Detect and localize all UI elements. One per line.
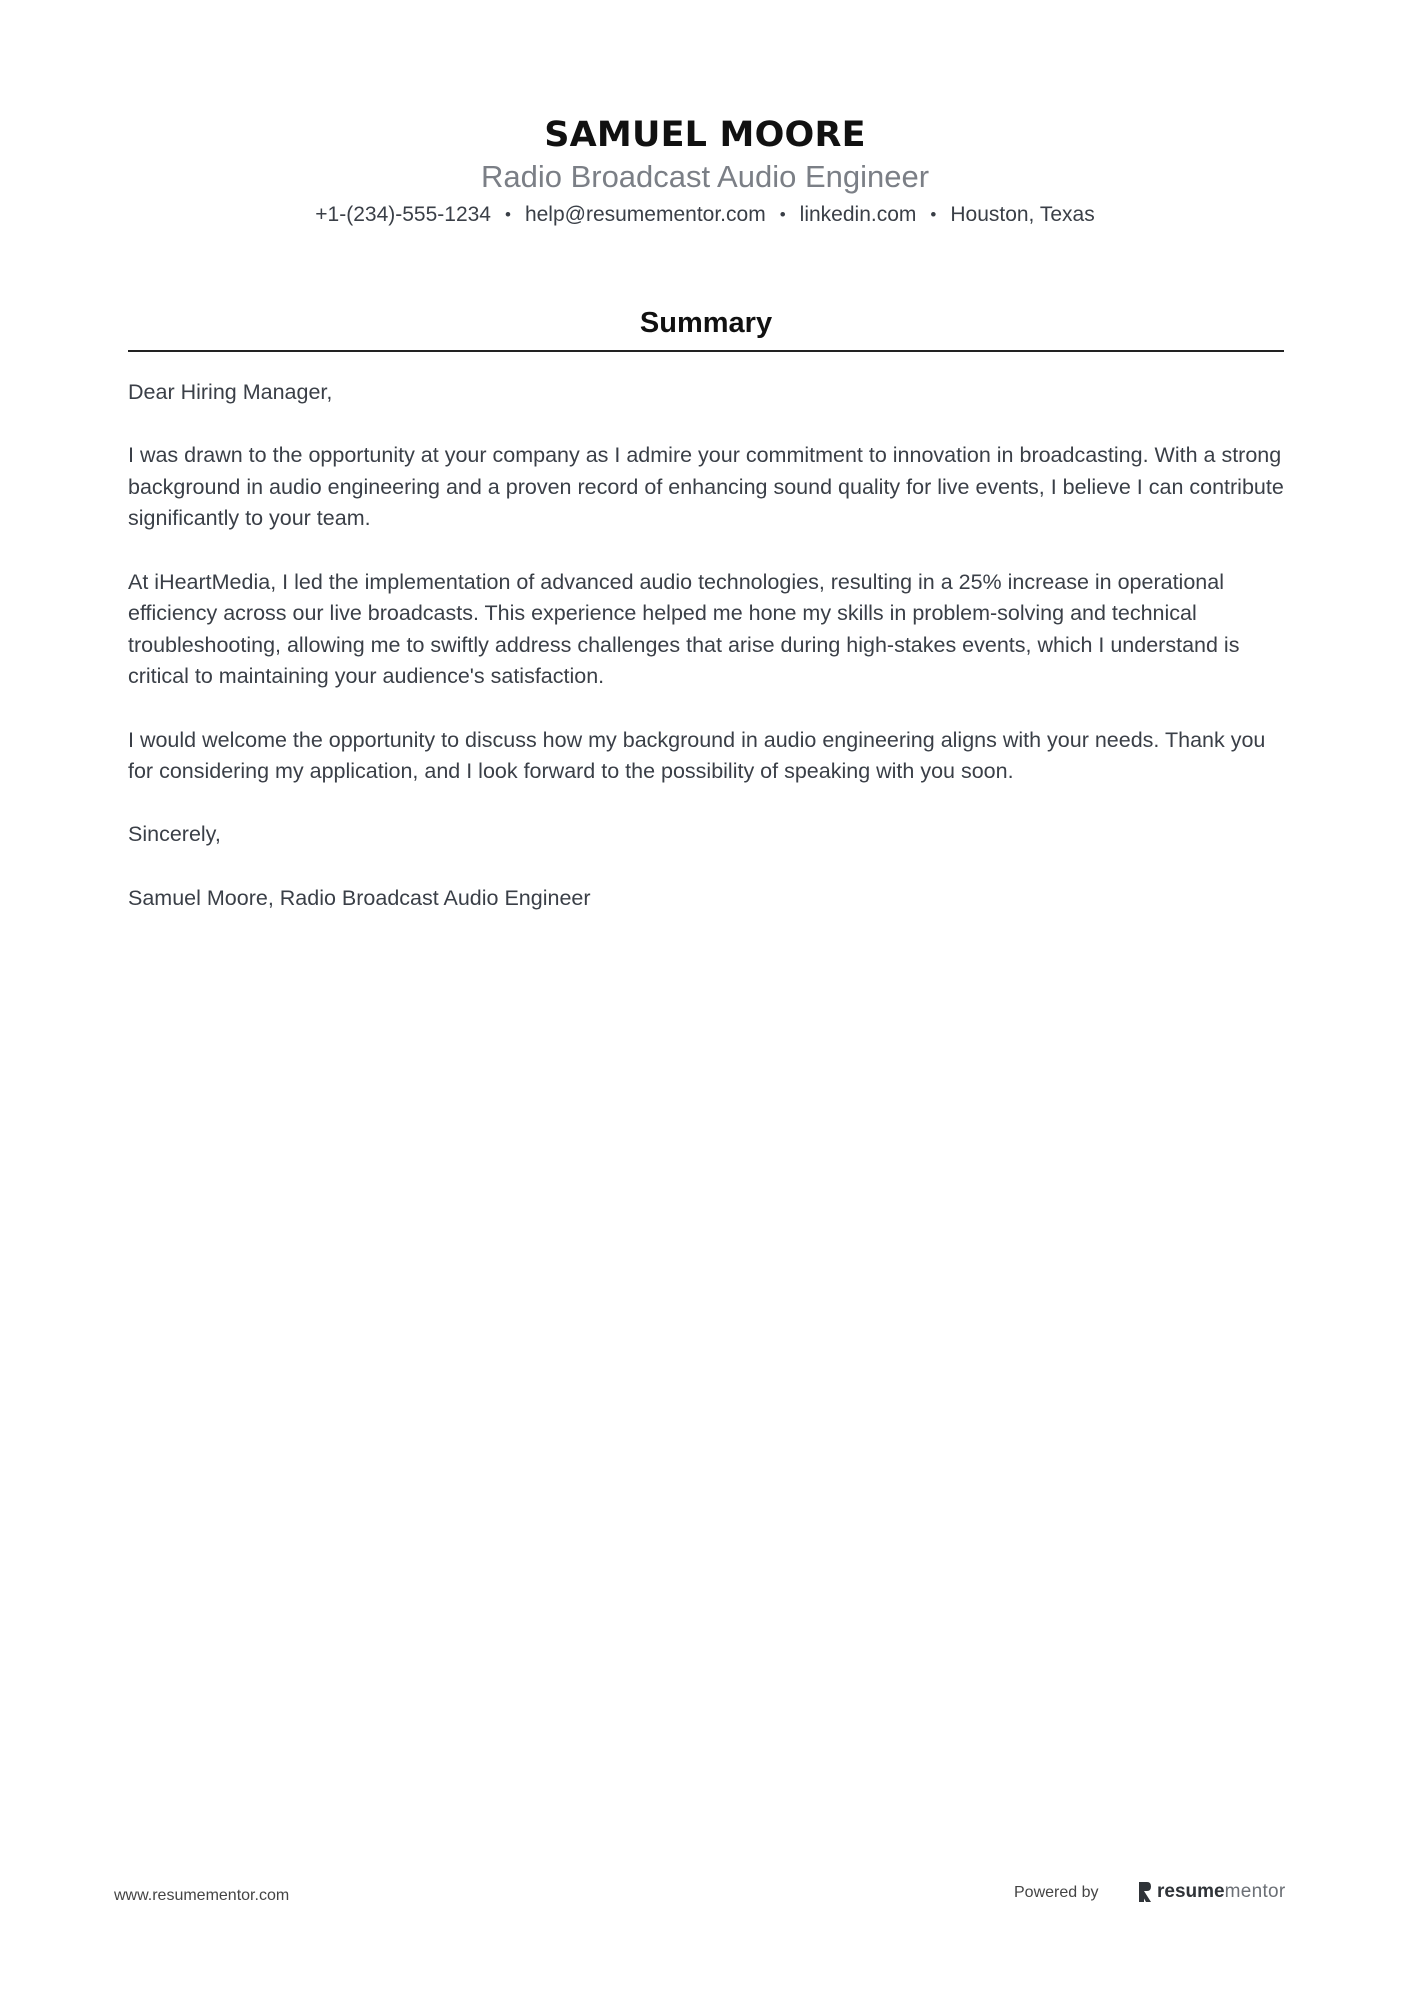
letter-paragraph: At iHeartMedia, I led the implementation of advanced audio technologies, resulting in a 25% increase in operational efficiency across our live broadcasts. This experience helped me hone my skills in problem-solving and technical troubleshooting, allowing me to swiftly address challenges that arise during high-stakes events, which I understand is critical to maintaining your audience's satisfaction. xyxy=(128,569,1240,689)
contact-linkedin[interactable]: linkedin.com xyxy=(799,203,917,226)
brand-name-part2: mentor xyxy=(1224,1881,1286,1902)
letter-paragraph: I would welcome the opportunity to discuss how my background in audio engineering aligns with your needs. Thank you for considering my application, and I look forward to the possibility of speaking with you soon. xyxy=(128,727,1266,784)
contact-separator: • xyxy=(779,205,786,224)
contact-separator: • xyxy=(930,205,937,224)
footer-website-link[interactable]: www.resumementor.com xyxy=(114,1887,290,1904)
contact-phone: +1-(234)-555-1234 xyxy=(315,203,491,226)
brand-name-part1: resume xyxy=(1157,1881,1225,1902)
letter-header xyxy=(0,112,1410,228)
applicant-name: SAMUEL MOORE xyxy=(544,115,866,155)
letter-paragraph: I was drawn to the opportunity at your company as I admire your commitment to innovation in broadcasting. With a strong background in audio engineering and a proven record of enhancing sound quality for live events, I believe I can contribute significantly to your team. xyxy=(128,443,1284,531)
powered-by-label: Powered by xyxy=(1014,1884,1099,1901)
contact-separator: • xyxy=(504,205,511,224)
section-divider xyxy=(128,350,1284,352)
section-title-summary: Summary xyxy=(639,307,773,339)
resumementor-logo[interactable] xyxy=(1138,1880,1286,1904)
letter-closing: Sincerely, xyxy=(128,822,221,847)
resumementor-logo-icon xyxy=(1138,1881,1152,1903)
contact-email[interactable]: help@resumementor.com xyxy=(524,203,766,226)
contact-location: Houston, Texas xyxy=(950,203,1095,226)
contact-line xyxy=(0,202,1410,228)
letter-body xyxy=(128,377,1288,946)
letter-signature: Samuel Moore, Radio Broadcast Audio Engineer xyxy=(128,885,591,910)
letter-salutation: Dear Hiring Manager, xyxy=(128,380,333,404)
applicant-job-title: Radio Broadcast Audio Engineer xyxy=(480,159,930,194)
